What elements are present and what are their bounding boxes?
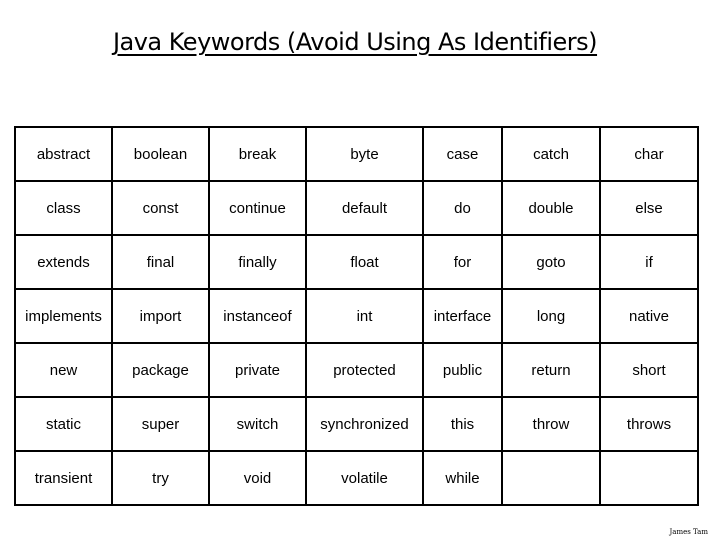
keyword-cell: for bbox=[423, 235, 502, 289]
keyword-cell: abstract bbox=[15, 127, 112, 181]
keyword-cell: catch bbox=[502, 127, 600, 181]
table-row bbox=[15, 235, 698, 289]
keyword-cell: if bbox=[600, 235, 698, 289]
keyword-cell: final bbox=[112, 235, 209, 289]
keyword-cell: break bbox=[209, 127, 306, 181]
keyword-cell: private bbox=[209, 343, 306, 397]
table-row bbox=[15, 181, 698, 235]
keyword-cell: throws bbox=[600, 397, 698, 451]
keyword-cell: goto bbox=[502, 235, 600, 289]
keyword-cell: void bbox=[209, 451, 306, 505]
keyword-cell: return bbox=[502, 343, 600, 397]
keyword-cell-empty bbox=[502, 451, 600, 505]
keyword-cell: static bbox=[15, 397, 112, 451]
keyword-cell: instanceof bbox=[209, 289, 306, 343]
keyword-cell: implements bbox=[15, 289, 112, 343]
table-row bbox=[15, 127, 698, 181]
keyword-cell: long bbox=[502, 289, 600, 343]
keyword-cell: import bbox=[112, 289, 209, 343]
keyword-cell: default bbox=[306, 181, 423, 235]
keyword-cell: short bbox=[600, 343, 698, 397]
keyword-cell: while bbox=[423, 451, 502, 505]
keyword-cell: this bbox=[423, 397, 502, 451]
keyword-cell: interface bbox=[423, 289, 502, 343]
keywords-table bbox=[14, 126, 699, 506]
keyword-cell: else bbox=[600, 181, 698, 235]
keyword-cell: do bbox=[423, 181, 502, 235]
keyword-cell: byte bbox=[306, 127, 423, 181]
author-credit: James Tam bbox=[669, 528, 708, 536]
keyword-cell: float bbox=[306, 235, 423, 289]
keyword-cell: boolean bbox=[112, 127, 209, 181]
keyword-cell: continue bbox=[209, 181, 306, 235]
keyword-cell: finally bbox=[209, 235, 306, 289]
table-row bbox=[15, 451, 698, 505]
keyword-cell: native bbox=[600, 289, 698, 343]
table-row bbox=[15, 397, 698, 451]
keyword-cell: int bbox=[306, 289, 423, 343]
keyword-cell: extends bbox=[15, 235, 112, 289]
page-title: Java Keywords (Avoid Using As Identifiers) bbox=[112, 28, 598, 56]
keyword-cell: volatile bbox=[306, 451, 423, 505]
keyword-cell: public bbox=[423, 343, 502, 397]
keyword-cell: protected bbox=[306, 343, 423, 397]
keyword-cell: super bbox=[112, 397, 209, 451]
keyword-cell: package bbox=[112, 343, 209, 397]
keyword-cell: double bbox=[502, 181, 600, 235]
keyword-cell: case bbox=[423, 127, 502, 181]
keyword-cell: new bbox=[15, 343, 112, 397]
keyword-cell: throw bbox=[502, 397, 600, 451]
keyword-cell-empty bbox=[600, 451, 698, 505]
keyword-cell: transient bbox=[15, 451, 112, 505]
table-row bbox=[15, 343, 698, 397]
keyword-cell: try bbox=[112, 451, 209, 505]
table-row bbox=[15, 289, 698, 343]
keyword-cell: switch bbox=[209, 397, 306, 451]
keyword-cell: const bbox=[112, 181, 209, 235]
keyword-cell: class bbox=[15, 181, 112, 235]
keyword-cell: char bbox=[600, 127, 698, 181]
keyword-cell: synchronized bbox=[306, 397, 423, 451]
